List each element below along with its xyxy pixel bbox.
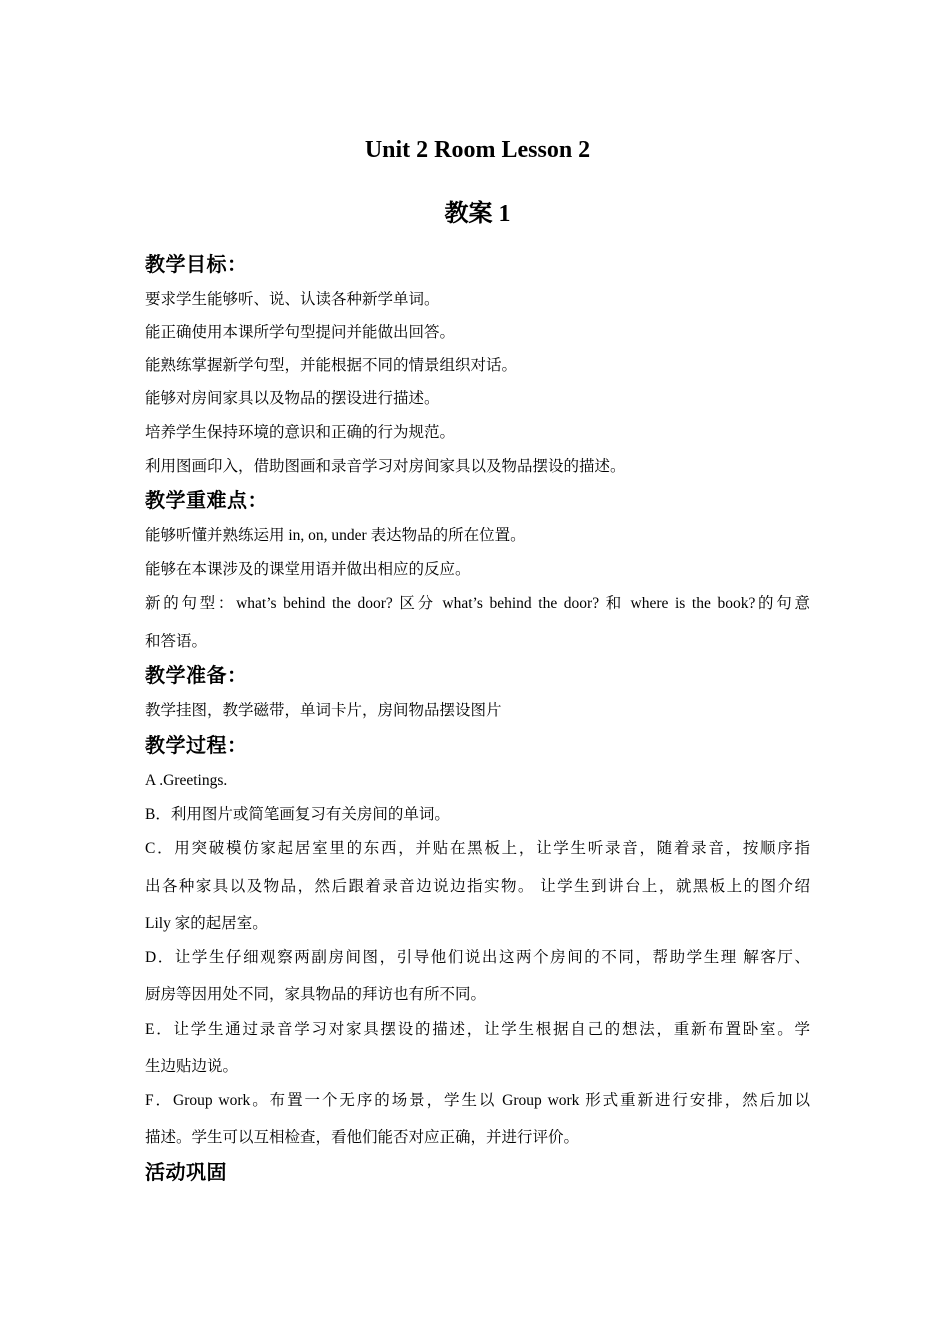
section-heading-key-points: 教学重难点： [145, 488, 268, 512]
document-title: Unit 2 Room Lesson 2 [364, 137, 591, 163]
process-line: Lily 家的起居室。 [145, 915, 268, 932]
process-line: D．让学生仔细观察两副房间图，引导他们说出这两个房间的不同，帮助学生理 解客厅、 [145, 949, 810, 966]
process-line: C．用突破模仿家起居室里的东西，并贴在黑板上，让学生听录音，随着录音，按顺序指 [145, 840, 810, 857]
process-line: 生边贴边说。 [145, 1058, 239, 1075]
key-points-line: 和答语。 [145, 633, 208, 650]
process-line: F．Group work。布置一个无序的场景，学生以 Group work 形式重新进行安排，然后加以 [145, 1092, 810, 1109]
section-heading-preparation: 教学准备： [145, 663, 248, 687]
process-line: 出各种家具以及物品，然后跟着录音边说边指实物。 让学生到讲台上，就黑板上的图介绍 [145, 878, 810, 895]
section-heading-objectives: 教学目标： [145, 252, 248, 276]
preparation-line: 教学挂图，教学磁带，单词卡片，房间物品摆设图片 [145, 702, 502, 719]
process-line: B．利用图片或简笔画复习有关房间的单词。 [145, 806, 450, 823]
key-points-line: 能够在本课涉及的课堂用语并做出相应的反应。 [145, 561, 471, 578]
objectives-line: 培养学生保持环境的意识和正确的行为规范。 [145, 424, 456, 441]
objectives-line: 能够对房间家具以及物品的摆设进行描述。 [145, 390, 440, 407]
section-heading-consolidation: 活动巩固 [145, 1160, 227, 1184]
objectives-line: 能正确使用本课所学句型提问并能做出回答。 [145, 324, 456, 341]
objectives-line: 能熟练掌握新学句型，并能根据不同的情景组织对话。 [145, 357, 518, 374]
objectives-line: 要求学生能够听、说、认读各种新学单词。 [145, 291, 440, 308]
objectives-line: 利用图画印入，借助图画和录音学习对房间家具以及物品摆设的描述。 [145, 458, 626, 475]
key-points-line: 能够听懂并熟练运用 in, on, under 表达物品的所在位置。 [145, 527, 526, 544]
process-line: E．让学生通过录音学习对家具摆设的描述，让学生根据自己的想法，重新布置卧室。学 [145, 1021, 810, 1038]
section-heading-process: 教学过程： [145, 733, 248, 757]
process-line: 厨房等因用处不同，家具物品的拜访也有所不同。 [145, 986, 487, 1003]
key-points-line: 新的句型：what’s behind the door? 区分 what’s behind the door? 和 where is the book?的句意 [145, 595, 810, 612]
process-line: 描述。学生可以互相检查，看他们能否对应正确，并进行评价。 [145, 1129, 580, 1146]
process-line: A .Greetings. [145, 772, 228, 789]
document-subtitle: 教案 1 [444, 201, 511, 227]
